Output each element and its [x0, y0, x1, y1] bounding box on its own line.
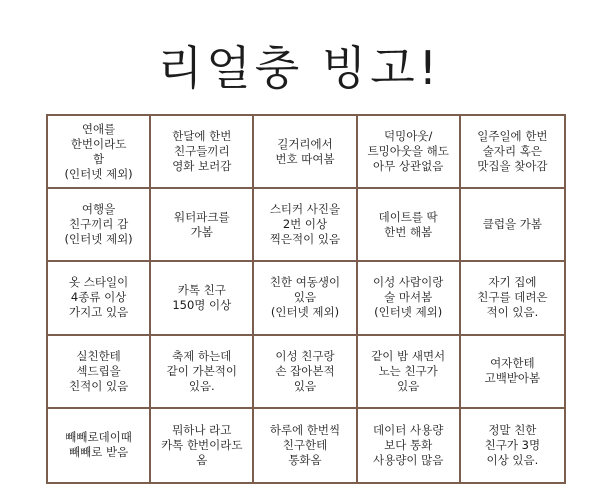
bingo-cell-r2-c1: [48, 189, 151, 262]
bingo-cell-text: 여자한테 고백받아봄: [484, 356, 541, 386]
bingo-cell-r5-c1: [48, 409, 151, 482]
bingo-cell-text: 여행을 친구끼리 감 (인터넷 제외): [64, 202, 133, 247]
bingo-cell-text: 클럽을 가봄: [482, 217, 542, 232]
bingo-cell-text: 데이터 사용량 보다 통화 사용량이 많음: [373, 422, 444, 467]
bingo-cell-r3-c1: [48, 262, 151, 335]
bingo-board: [46, 114, 566, 484]
bingo-cell-r3-c4: [358, 262, 461, 335]
bingo-cell-r3-c2: [151, 262, 254, 335]
bingo-cell-r2-c3: [254, 189, 357, 262]
bingo-cell-r1-c1: [48, 116, 151, 189]
bingo-cell-text: 워터파크를 가봄: [174, 209, 230, 239]
bingo-cell-text: 이성 사람이랑 술 마셔봄 (인터넷 제외): [373, 275, 444, 320]
bingo-cell-text: 정말 친한 친구가 3명 이상 있음.: [484, 422, 541, 467]
bingo-cell-r3-c5: [461, 262, 564, 335]
bingo-title: 리얼충 빙고!: [157, 41, 442, 95]
bingo-cell-r4-c4: [358, 336, 461, 409]
bingo-cell-r1-c5: [461, 116, 564, 189]
bingo-cell-text: 연애를 한번이라도 함 (인터넷 제외): [64, 121, 133, 181]
bingo-cell-text: 데이트를 딱 한번 해봄: [378, 209, 438, 239]
bingo-cell-r4-c1: [48, 336, 151, 409]
bingo-cell-text: 빼빼로데이때 빼빼로 받음: [65, 430, 132, 460]
bingo-cell-r5-c2: [151, 409, 254, 482]
bingo-cell-text: 같이 밤 새면서 노는 친구가 있음: [371, 348, 446, 393]
bingo-cell-r1-c2: [151, 116, 254, 189]
bingo-cell-text: 친한 여동생이 있음 (인터넷 제외): [269, 275, 341, 320]
bingo-cell-text: 하루에 한번씩 친구한테 통화옴: [269, 422, 341, 467]
bingo-cell-r4-c2: [151, 336, 254, 409]
bingo-cell-text: 축제 하는데 같이 가본적이 있음.: [166, 348, 237, 393]
bingo-cell-text: 한달에 한번 친구들끼리 영화 보러감: [172, 129, 232, 174]
bingo-cell-text: 덕밍아웃/ 트밍아웃을 해도 아무 상관없음: [367, 129, 449, 174]
bingo-cell-text: 스티커 사진을 2번 이상 찍은적이 있음: [269, 202, 341, 247]
bingo-cell-r1-c3: [254, 116, 357, 189]
bingo-cell-r1-c4: [358, 116, 461, 189]
bingo-cell-text: 옷 스타일이 4종류 이상 가지고 있음: [68, 275, 129, 320]
bingo-cell-text: 카톡 친구 150명 이상: [172, 282, 232, 312]
bingo-cell-r5-c5: [461, 409, 564, 482]
bingo-cell-r2-c5: [461, 189, 564, 262]
bingo-cell-r5-c4: [358, 409, 461, 482]
bingo-cell-r3-c3: [254, 262, 357, 335]
bingo-cell-r4-c5: [461, 336, 564, 409]
bingo-cell-text: 실친한테 섹드립을 친적이 있음: [68, 348, 129, 393]
bingo-cell-r2-c2: [151, 189, 254, 262]
bingo-cell-text: 뭐하나 라고 카톡 한번이라도 옴: [161, 422, 243, 467]
bingo-cell-text: 일주일에 한번 술자리 혹은 맛집을 찾아감: [477, 129, 548, 174]
bingo-cell-text: 길거리에서 번호 따여봄: [275, 136, 335, 166]
bingo-cell-r5-c3: [254, 409, 357, 482]
bingo-cell-r2-c4: [358, 189, 461, 262]
bingo-cell-text: 이성 친구랑 손 잡아본적 있음: [275, 348, 335, 393]
bingo-cell-r4-c3: [254, 336, 357, 409]
bingo-cell-text: 자기 집에 친구를 데려온 적이 있음.: [477, 275, 548, 320]
